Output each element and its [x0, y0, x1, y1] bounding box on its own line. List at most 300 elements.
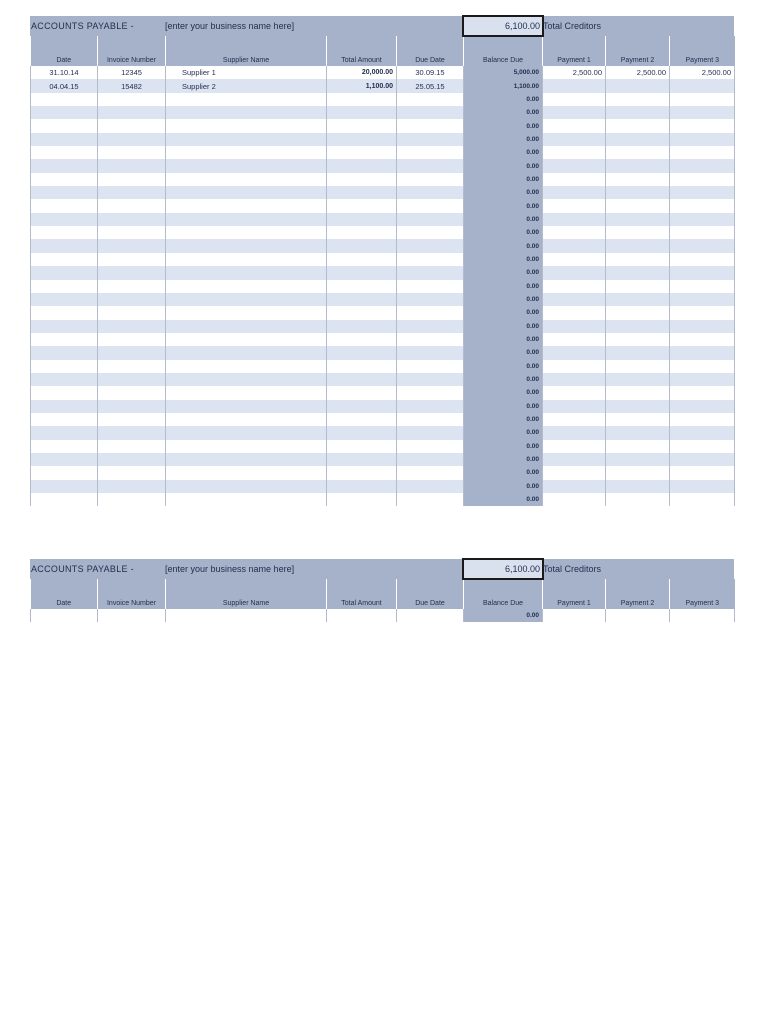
cell-p2[interactable]: [606, 360, 670, 373]
cell-balance[interactable]: 0.00: [464, 440, 543, 453]
cell-invoice[interactable]: [98, 373, 166, 386]
cell-balance[interactable]: 0.00: [464, 186, 543, 199]
cell-p1[interactable]: [543, 266, 606, 279]
cell-p1[interactable]: [543, 106, 606, 119]
cell-balance[interactable]: 0.00: [464, 320, 543, 333]
cell-p2[interactable]: [606, 346, 670, 359]
cell-total[interactable]: [327, 253, 397, 266]
cell-p3[interactable]: [670, 306, 735, 319]
cell-supplier[interactable]: [166, 280, 327, 293]
cell-p3[interactable]: [670, 333, 735, 346]
cell-total[interactable]: [327, 199, 397, 212]
cell-p2[interactable]: [606, 253, 670, 266]
cell-supplier[interactable]: [166, 453, 327, 466]
cell-balance[interactable]: 0.00: [464, 159, 543, 172]
cell-date[interactable]: [31, 199, 98, 212]
cell-p1[interactable]: [543, 480, 606, 493]
cell-supplier[interactable]: [166, 199, 327, 212]
cell-due[interactable]: 25.05.15: [397, 79, 464, 92]
cell-p1[interactable]: [543, 133, 606, 146]
cell-p2[interactable]: [606, 373, 670, 386]
cell-invoice[interactable]: [98, 239, 166, 252]
cell-p1[interactable]: 2,500.00: [543, 66, 606, 79]
cell-supplier[interactable]: [166, 186, 327, 199]
cell-p1[interactable]: [543, 79, 606, 92]
cell-balance[interactable]: 0.00: [464, 239, 543, 252]
cell-p3[interactable]: [670, 320, 735, 333]
cell-due[interactable]: [397, 440, 464, 453]
cell-p3[interactable]: [670, 239, 735, 252]
cell-due[interactable]: [397, 226, 464, 239]
cell-total[interactable]: [327, 333, 397, 346]
cell-p2[interactable]: [606, 480, 670, 493]
cell-total[interactable]: [327, 466, 397, 479]
cell-due[interactable]: [397, 106, 464, 119]
cell-supplier[interactable]: [166, 266, 327, 279]
cell-balance[interactable]: 0.00: [464, 346, 543, 359]
cell-p1[interactable]: [543, 360, 606, 373]
cell-p1[interactable]: [543, 306, 606, 319]
cell-supplier[interactable]: [166, 426, 327, 439]
cell-supplier[interactable]: [166, 239, 327, 252]
cell-due[interactable]: [397, 186, 464, 199]
cell-invoice[interactable]: [98, 306, 166, 319]
cell-p1[interactable]: [543, 373, 606, 386]
cell-p2[interactable]: [606, 226, 670, 239]
cell-total[interactable]: [327, 440, 397, 453]
cell-p1[interactable]: [543, 440, 606, 453]
cell-invoice[interactable]: [98, 213, 166, 226]
cell-balance[interactable]: 0.00: [464, 213, 543, 226]
cell-p2[interactable]: [606, 186, 670, 199]
cell-invoice[interactable]: [98, 133, 166, 146]
cell-balance[interactable]: 0.00: [464, 306, 543, 319]
cell-date[interactable]: [31, 213, 98, 226]
cell-p1[interactable]: [543, 400, 606, 413]
cell-p1[interactable]: [543, 159, 606, 172]
cell-date[interactable]: [31, 106, 98, 119]
cell-due[interactable]: [397, 280, 464, 293]
cell-p2[interactable]: [606, 493, 670, 506]
cell-invoice[interactable]: [98, 186, 166, 199]
cell-due[interactable]: [397, 453, 464, 466]
cell-p3[interactable]: [670, 413, 735, 426]
cell-p2[interactable]: [606, 173, 670, 186]
cell-supplier[interactable]: [166, 386, 327, 399]
cell-date[interactable]: [31, 609, 98, 622]
cell-date[interactable]: [31, 280, 98, 293]
cell-invoice[interactable]: [98, 426, 166, 439]
cell-p1[interactable]: [543, 333, 606, 346]
cell-p2[interactable]: [606, 266, 670, 279]
cell-supplier[interactable]: [166, 119, 327, 132]
cell-date[interactable]: [31, 93, 98, 106]
cell-balance[interactable]: 0.00: [464, 373, 543, 386]
total-creditors-value[interactable]: 6,100.00: [462, 558, 544, 580]
cell-balance[interactable]: 0.00: [464, 609, 543, 622]
business-name-cell[interactable]: [enter your business name here]: [165, 564, 295, 574]
cell-date[interactable]: [31, 293, 98, 306]
cell-total[interactable]: [327, 280, 397, 293]
cell-due[interactable]: [397, 360, 464, 373]
cell-due[interactable]: [397, 199, 464, 212]
cell-invoice[interactable]: 15482: [98, 79, 166, 92]
cell-total[interactable]: [327, 493, 397, 506]
cell-p2[interactable]: [606, 386, 670, 399]
cell-p2[interactable]: [606, 119, 670, 132]
cell-supplier[interactable]: [166, 346, 327, 359]
cell-p1[interactable]: [543, 93, 606, 106]
cell-total[interactable]: [327, 480, 397, 493]
cell-p2[interactable]: [606, 79, 670, 92]
cell-p2[interactable]: [606, 413, 670, 426]
cell-p2[interactable]: [606, 199, 670, 212]
cell-invoice[interactable]: [98, 440, 166, 453]
cell-invoice[interactable]: [98, 360, 166, 373]
cell-total[interactable]: 1,100.00: [327, 79, 397, 92]
cell-invoice[interactable]: [98, 493, 166, 506]
cell-due[interactable]: [397, 346, 464, 359]
cell-balance[interactable]: 1,100.00: [464, 79, 543, 92]
cell-p2[interactable]: [606, 609, 670, 622]
cell-date[interactable]: [31, 320, 98, 333]
cell-p3[interactable]: [670, 173, 735, 186]
cell-supplier[interactable]: Supplier 1: [166, 66, 327, 79]
cell-p3[interactable]: [670, 400, 735, 413]
cell-p3[interactable]: [670, 119, 735, 132]
cell-p2[interactable]: [606, 333, 670, 346]
cell-supplier[interactable]: [166, 159, 327, 172]
cell-invoice[interactable]: [98, 293, 166, 306]
cell-p2[interactable]: [606, 239, 670, 252]
cell-total[interactable]: [327, 266, 397, 279]
cell-due[interactable]: [397, 400, 464, 413]
cell-p1[interactable]: [543, 199, 606, 212]
cell-date[interactable]: 04.04.15: [31, 79, 98, 92]
cell-p2[interactable]: [606, 453, 670, 466]
cell-total[interactable]: [327, 373, 397, 386]
cell-invoice[interactable]: [98, 400, 166, 413]
cell-date[interactable]: [31, 239, 98, 252]
cell-due[interactable]: [397, 293, 464, 306]
cell-balance[interactable]: 0.00: [464, 293, 543, 306]
cell-total[interactable]: [327, 173, 397, 186]
business-name-cell[interactable]: [enter your business name here]: [165, 21, 295, 31]
cell-date[interactable]: [31, 386, 98, 399]
cell-p3[interactable]: [670, 159, 735, 172]
cell-supplier[interactable]: [166, 133, 327, 146]
cell-date[interactable]: [31, 400, 98, 413]
cell-supplier[interactable]: [166, 440, 327, 453]
cell-balance[interactable]: 0.00: [464, 413, 543, 426]
cell-due[interactable]: [397, 609, 464, 622]
cell-p3[interactable]: [670, 609, 735, 622]
cell-balance[interactable]: 0.00: [464, 280, 543, 293]
cell-total[interactable]: [327, 213, 397, 226]
cell-date[interactable]: [31, 333, 98, 346]
cell-date[interactable]: [31, 146, 98, 159]
cell-total[interactable]: [327, 400, 397, 413]
cell-due[interactable]: [397, 133, 464, 146]
cell-p3[interactable]: [670, 440, 735, 453]
cell-p1[interactable]: [543, 293, 606, 306]
cell-date[interactable]: [31, 133, 98, 146]
cell-supplier[interactable]: [166, 106, 327, 119]
cell-balance[interactable]: 0.00: [464, 133, 543, 146]
cell-total[interactable]: [327, 133, 397, 146]
cell-p1[interactable]: [543, 346, 606, 359]
cell-p1[interactable]: [543, 226, 606, 239]
cell-p3[interactable]: [670, 280, 735, 293]
cell-total[interactable]: [327, 119, 397, 132]
cell-supplier[interactable]: [166, 226, 327, 239]
cell-due[interactable]: [397, 493, 464, 506]
cell-total[interactable]: [327, 609, 397, 622]
total-creditors-value[interactable]: 6,100.00: [462, 15, 544, 37]
cell-date[interactable]: [31, 186, 98, 199]
cell-invoice[interactable]: [98, 253, 166, 266]
cell-invoice[interactable]: [98, 386, 166, 399]
cell-due[interactable]: [397, 320, 464, 333]
cell-balance[interactable]: 0.00: [464, 466, 543, 479]
cell-p3[interactable]: [670, 373, 735, 386]
cell-total[interactable]: [327, 93, 397, 106]
cell-supplier[interactable]: Supplier 2: [166, 79, 327, 92]
cell-p2[interactable]: 2,500.00: [606, 66, 670, 79]
cell-date[interactable]: [31, 253, 98, 266]
cell-invoice[interactable]: [98, 266, 166, 279]
cell-p2[interactable]: [606, 133, 670, 146]
cell-due[interactable]: [397, 333, 464, 346]
cell-p2[interactable]: [606, 213, 670, 226]
cell-balance[interactable]: 0.00: [464, 266, 543, 279]
cell-total[interactable]: 20,000.00: [327, 66, 397, 79]
cell-invoice[interactable]: 12345: [98, 66, 166, 79]
cell-date[interactable]: [31, 159, 98, 172]
cell-supplier[interactable]: [166, 609, 327, 622]
cell-p1[interactable]: [543, 426, 606, 439]
cell-due[interactable]: [397, 119, 464, 132]
cell-p3[interactable]: [670, 346, 735, 359]
cell-due[interactable]: [397, 373, 464, 386]
cell-date[interactable]: [31, 346, 98, 359]
cell-p1[interactable]: [543, 213, 606, 226]
cell-balance[interactable]: 0.00: [464, 480, 543, 493]
cell-p3[interactable]: [670, 106, 735, 119]
cell-p2[interactable]: [606, 466, 670, 479]
cell-total[interactable]: [327, 426, 397, 439]
cell-invoice[interactable]: [98, 106, 166, 119]
cell-balance[interactable]: 0.00: [464, 146, 543, 159]
cell-p3[interactable]: [670, 266, 735, 279]
cell-p3[interactable]: [670, 146, 735, 159]
cell-p2[interactable]: [606, 146, 670, 159]
cell-date[interactable]: [31, 480, 98, 493]
cell-invoice[interactable]: [98, 346, 166, 359]
cell-date[interactable]: [31, 119, 98, 132]
cell-due[interactable]: [397, 93, 464, 106]
cell-due[interactable]: [397, 386, 464, 399]
cell-balance[interactable]: 0.00: [464, 93, 543, 106]
cell-p1[interactable]: [543, 146, 606, 159]
cell-date[interactable]: [31, 493, 98, 506]
cell-p1[interactable]: [543, 320, 606, 333]
cell-balance[interactable]: 0.00: [464, 426, 543, 439]
cell-p1[interactable]: [543, 386, 606, 399]
cell-due[interactable]: [397, 159, 464, 172]
cell-total[interactable]: [327, 413, 397, 426]
cell-supplier[interactable]: [166, 333, 327, 346]
cell-date[interactable]: [31, 373, 98, 386]
cell-balance[interactable]: 0.00: [464, 493, 543, 506]
cell-invoice[interactable]: [98, 146, 166, 159]
cell-supplier[interactable]: [166, 493, 327, 506]
cell-supplier[interactable]: [166, 293, 327, 306]
cell-p3[interactable]: [670, 79, 735, 92]
cell-total[interactable]: [327, 453, 397, 466]
cell-p1[interactable]: [543, 280, 606, 293]
cell-total[interactable]: [327, 386, 397, 399]
cell-invoice[interactable]: [98, 320, 166, 333]
cell-date[interactable]: [31, 306, 98, 319]
cell-invoice[interactable]: [98, 280, 166, 293]
cell-supplier[interactable]: [166, 146, 327, 159]
cell-p3[interactable]: [670, 293, 735, 306]
cell-total[interactable]: [327, 226, 397, 239]
cell-date[interactable]: 31.10.14: [31, 66, 98, 79]
cell-date[interactable]: [31, 360, 98, 373]
cell-p3[interactable]: [670, 493, 735, 506]
cell-balance[interactable]: 0.00: [464, 253, 543, 266]
cell-invoice[interactable]: [98, 333, 166, 346]
cell-due[interactable]: [397, 239, 464, 252]
cell-invoice[interactable]: [98, 226, 166, 239]
cell-p1[interactable]: [543, 239, 606, 252]
cell-date[interactable]: [31, 440, 98, 453]
cell-invoice[interactable]: [98, 173, 166, 186]
cell-supplier[interactable]: [166, 360, 327, 373]
cell-total[interactable]: [327, 346, 397, 359]
cell-p3[interactable]: [670, 133, 735, 146]
cell-invoice[interactable]: [98, 413, 166, 426]
cell-supplier[interactable]: [166, 213, 327, 226]
cell-p2[interactable]: [606, 306, 670, 319]
cell-date[interactable]: [31, 453, 98, 466]
cell-p3[interactable]: [670, 226, 735, 239]
cell-date[interactable]: [31, 226, 98, 239]
cell-balance[interactable]: 0.00: [464, 226, 543, 239]
cell-p1[interactable]: [543, 173, 606, 186]
cell-p3[interactable]: [670, 253, 735, 266]
cell-p1[interactable]: [543, 609, 606, 622]
cell-balance[interactable]: 0.00: [464, 333, 543, 346]
cell-balance[interactable]: 0.00: [464, 119, 543, 132]
cell-balance[interactable]: 5,000.00: [464, 66, 543, 79]
cell-balance[interactable]: 0.00: [464, 360, 543, 373]
cell-invoice[interactable]: [98, 480, 166, 493]
cell-supplier[interactable]: [166, 173, 327, 186]
cell-p3[interactable]: [670, 466, 735, 479]
cell-supplier[interactable]: [166, 253, 327, 266]
cell-due[interactable]: [397, 306, 464, 319]
cell-p2[interactable]: [606, 159, 670, 172]
cell-invoice[interactable]: [98, 199, 166, 212]
cell-supplier[interactable]: [166, 400, 327, 413]
cell-due[interactable]: [397, 213, 464, 226]
cell-p2[interactable]: [606, 106, 670, 119]
cell-p3[interactable]: [670, 453, 735, 466]
cell-total[interactable]: [327, 146, 397, 159]
cell-p2[interactable]: [606, 400, 670, 413]
cell-invoice[interactable]: [98, 609, 166, 622]
cell-total[interactable]: [327, 306, 397, 319]
cell-total[interactable]: [327, 239, 397, 252]
cell-balance[interactable]: 0.00: [464, 386, 543, 399]
cell-p1[interactable]: [543, 453, 606, 466]
cell-total[interactable]: [327, 320, 397, 333]
cell-balance[interactable]: 0.00: [464, 400, 543, 413]
cell-supplier[interactable]: [166, 480, 327, 493]
cell-due[interactable]: 30.09.15: [397, 66, 464, 79]
cell-p3[interactable]: 2,500.00: [670, 66, 735, 79]
cell-p3[interactable]: [670, 199, 735, 212]
cell-supplier[interactable]: [166, 93, 327, 106]
cell-balance[interactable]: 0.00: [464, 453, 543, 466]
cell-total[interactable]: [327, 106, 397, 119]
cell-p3[interactable]: [670, 360, 735, 373]
cell-p2[interactable]: [606, 280, 670, 293]
cell-invoice[interactable]: [98, 93, 166, 106]
cell-p3[interactable]: [670, 186, 735, 199]
cell-invoice[interactable]: [98, 466, 166, 479]
cell-date[interactable]: [31, 266, 98, 279]
cell-p1[interactable]: [543, 493, 606, 506]
cell-due[interactable]: [397, 266, 464, 279]
cell-total[interactable]: [327, 159, 397, 172]
cell-due[interactable]: [397, 253, 464, 266]
cell-supplier[interactable]: [166, 413, 327, 426]
cell-p2[interactable]: [606, 320, 670, 333]
cell-p2[interactable]: [606, 440, 670, 453]
cell-p3[interactable]: [670, 386, 735, 399]
cell-supplier[interactable]: [166, 320, 327, 333]
cell-p1[interactable]: [543, 413, 606, 426]
cell-due[interactable]: [397, 466, 464, 479]
cell-date[interactable]: [31, 413, 98, 426]
cell-balance[interactable]: 0.00: [464, 199, 543, 212]
cell-invoice[interactable]: [98, 119, 166, 132]
cell-p3[interactable]: [670, 213, 735, 226]
cell-p2[interactable]: [606, 293, 670, 306]
cell-date[interactable]: [31, 173, 98, 186]
cell-p1[interactable]: [543, 466, 606, 479]
cell-due[interactable]: [397, 480, 464, 493]
cell-p1[interactable]: [543, 186, 606, 199]
cell-p3[interactable]: [670, 426, 735, 439]
cell-due[interactable]: [397, 146, 464, 159]
cell-supplier[interactable]: [166, 306, 327, 319]
cell-due[interactable]: [397, 426, 464, 439]
cell-p1[interactable]: [543, 119, 606, 132]
cell-total[interactable]: [327, 360, 397, 373]
cell-p3[interactable]: [670, 93, 735, 106]
cell-date[interactable]: [31, 426, 98, 439]
cell-date[interactable]: [31, 466, 98, 479]
cell-due[interactable]: [397, 413, 464, 426]
cell-supplier[interactable]: [166, 373, 327, 386]
cell-invoice[interactable]: [98, 159, 166, 172]
cell-invoice[interactable]: [98, 453, 166, 466]
